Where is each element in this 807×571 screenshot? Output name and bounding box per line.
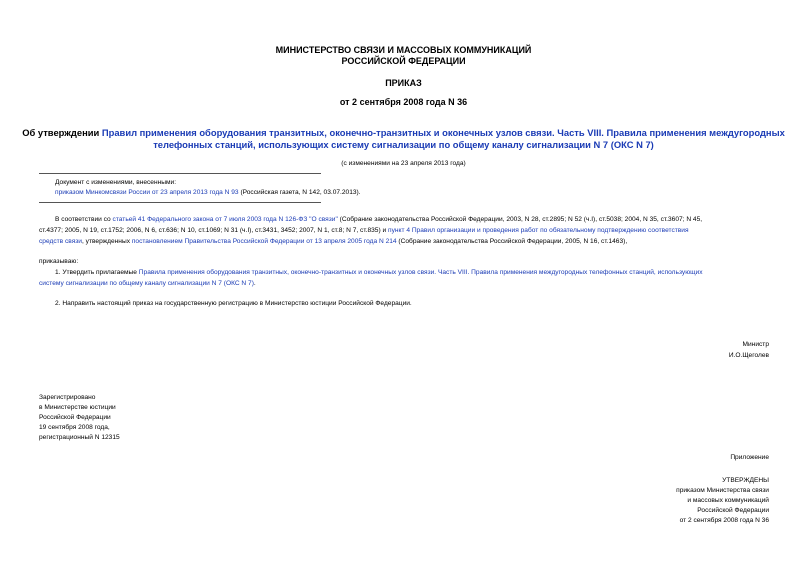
registration-line: Российской Федерации (39, 414, 111, 421)
divider-top (39, 173, 321, 174)
registration-number: регистрационный N 12315 (39, 434, 120, 441)
approved-rules-link-cont[interactable]: систему сигнализации по общему каналу сигнализации N 7 (ОКС N 7) (39, 280, 254, 287)
changes-source: (Российская газета, N 142, 03.07.2013). (238, 189, 361, 196)
registration-line: в Министерстве юстиции (39, 404, 116, 411)
title-link-part1[interactable]: Правил применения оборудования транзитных, оконечно-транзитных и оконечных узлов связи. Часть VIII. Правила применения междугородных (101, 127, 785, 138)
preamble-text: В соответствии со (55, 216, 113, 223)
appendix-label: Приложение (730, 454, 769, 461)
preamble-line2 (39, 226, 689, 235)
ministry-name-line1: МИНИСТЕРСТВО СВЯЗИ И МАССОВЫХ КОММУНИКАЦИЙ (275, 45, 532, 55)
approval-line: Российской Федерации (697, 507, 769, 514)
ministry-name-line2: РОССИЙСКОЙ ФЕДЕРАЦИИ (341, 56, 466, 66)
approval-line: приказом Министерства связи (676, 487, 769, 494)
preamble-text: (Собрание законодательства Российской Федерации, 2003, N 28, ст.2895; N 52 (ч.I), ст.5038; 2004, N 35, ст.3607; N 45, (337, 216, 703, 223)
preamble-line3 (39, 237, 627, 246)
item1-text: . (253, 280, 256, 287)
changes-order-link[interactable]: приказом Минкомсвязи России от 23 апреля 2013 года N 93 (55, 189, 239, 196)
preamble-text: ст.4377; 2005, N 19, ст.1752; 2006, N 6, ст.636; N 10, ст.1069; N 31 (ч.I), ст.3431, 3452; 2007, N 1, ст.8; N 7, ст.835) и (39, 227, 388, 234)
document-title-line1 (0, 127, 807, 139)
title-prefix: Об утверждении (22, 127, 102, 138)
item1-text: 1. Утвердить прилагаемые (55, 269, 139, 276)
item1-line2 (39, 279, 256, 288)
approved-rules-link[interactable]: Правила применения оборудования транзитных, оконечно-транзитных и оконечных узлов связи. Часть VIII. Правила применения междугородных телефонных станций, использующих (138, 269, 703, 276)
signatory-position: Министр (742, 341, 769, 348)
rules-point-link-cont[interactable]: средств связи (39, 238, 82, 245)
item1-line1 (55, 268, 703, 277)
law-article-link[interactable]: статьей 41 Федерального закона от 7 июля 2003 года N 126-ФЗ "О связи" (112, 216, 338, 223)
government-decree-link[interactable]: постановлением Правительства Российской Федерации от 13 апреля 2005 года N 214 (131, 238, 397, 245)
signatory-name: И.О.Щеголев (728, 352, 769, 359)
registration-line: 19 сентября 2008 года, (39, 424, 110, 431)
rules-point-link[interactable]: пункт 4 Правил организации и проведения работ по обязательному подтверждению соответствия (388, 227, 689, 234)
approval-line: и массовых коммуникаций (687, 497, 769, 504)
registration-line: Зарегистрировано (39, 394, 96, 401)
document-type: ПРИКАЗ (385, 78, 422, 88)
changes-reference (55, 188, 361, 197)
approved-label: УТВЕРЖДЕНЫ (722, 477, 769, 484)
title-link-part2[interactable]: телефонных станций, использующих систему сигнализации по общему каналу сигнализации N 7 (ОКС N 7) (153, 139, 654, 150)
divider-bottom (39, 202, 321, 203)
amendment-note: (с изменениями на 23 апреля 2013 года) (341, 160, 466, 167)
order-word: приказываю: (39, 258, 79, 265)
document-title-line2 (0, 139, 807, 151)
document-date: от 2 сентября 2008 года N 36 (339, 97, 468, 107)
preamble-text: (Собрание законодательства Российской Федерации, 2005, N 16, ст.1463), (396, 238, 628, 245)
approval-line: от 2 сентября 2008 года N 36 (679, 517, 769, 524)
preamble-line1 (55, 215, 702, 224)
item2-text: 2. Направить настоящий приказ на государственную регистрацию в Министерство юстиции Российской Федерации. (55, 300, 412, 307)
changes-label: Документ с изменениями, внесенными: (55, 179, 177, 186)
preamble-text: , утвержденных (82, 238, 132, 245)
